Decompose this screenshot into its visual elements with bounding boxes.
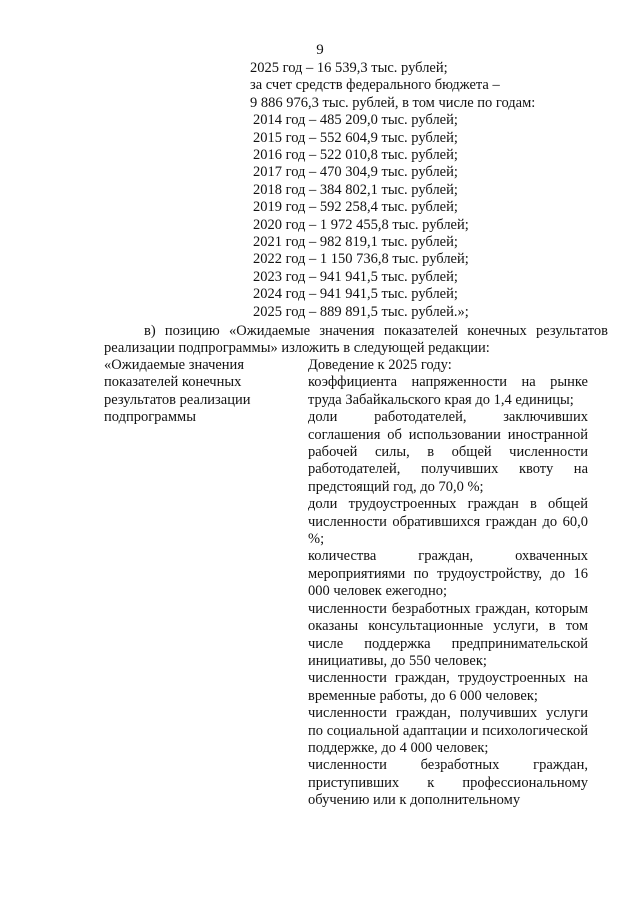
finance-line: 2015 год – 552 604,9 тыс. рублей; [253, 129, 458, 146]
paragraph-line: в) позицию «Ожидаемые значения показателей конечных результатов [144, 323, 608, 339]
finance-line: 2022 год – 1 150 736,8 тыс. рублей; [253, 251, 469, 268]
paragraph-line: реализации подпрограммы» изложить в следующей редакции: [104, 340, 490, 357]
finance-line: 9 886 976,3 тыс. рублей, в том числе по годам: [250, 94, 536, 111]
amendment-paragraph [104, 323, 608, 358]
expected-values-heading: Доведение к 2025 году: [308, 357, 452, 373]
position-label: «Ожидаемые значения показателей конечных результатов реализации подпрограммы [104, 357, 251, 426]
expected-value-item: численности граждан, получивших услуги по социальной адаптации и психологической поддержке, до 4 000 человек; [308, 705, 588, 756]
finance-line: 2024 год – 941 941,5 тыс. рублей; [253, 286, 458, 303]
expected-value-item: численности безработных граждан, которым оказаны консультационные услуги, в том числе поддержка предпринимательской инициативы, до 550 человек; [308, 600, 588, 669]
finance-line: 2023 год – 941 941,5 тыс. рублей; [253, 268, 458, 285]
page-number: 9 [316, 42, 324, 58]
expected-values-column [308, 357, 588, 810]
finance-line: 2020 год – 1 972 455,8 тыс. рублей; [253, 216, 469, 233]
expected-value-item: доли работодателей, заключивших соглашения об использовании иностранной рабочей силы, в общей численности работодателей, получивших квоту на предстоящий год, до 70,0 %; [308, 409, 588, 495]
finance-line: 2019 год – 592 258,4 тыс. рублей; [253, 199, 458, 216]
expected-value-item: доли трудоустроенных граждан в общей численности обратившихся граждан до 60,0 %; [308, 496, 588, 548]
financing-block [250, 60, 590, 321]
expected-value-item: коэффициента напряженности на рынке труда Забайкальского края до 1,4 единицы; [308, 374, 588, 408]
finance-line: 2017 год – 470 304,9 тыс. рублей; [253, 164, 458, 181]
finance-line: 2018 год – 384 802,1 тыс. рублей; [253, 181, 458, 198]
expected-value-item: численности граждан, трудоустроенных на временные работы, до 6 000 человек; [308, 670, 588, 704]
finance-line: 2016 год – 522 010,8 тыс. рублей; [253, 147, 458, 164]
finance-line: 2025 год – 889 891,5 тыс. рублей.»; [253, 303, 469, 320]
expected-value-item: количества граждан, охваченных мероприятиями по трудоустройству, до 16 000 человек ежегодно; [308, 548, 588, 600]
finance-line: 2025 год – 16 539,3 тыс. рублей; [250, 60, 448, 76]
finance-line: 2014 год – 485 209,0 тыс. рублей; [253, 112, 458, 129]
finance-line: 2021 год – 982 819,1 тыс. рублей; [253, 234, 458, 251]
finance-line: за счет средств федерального бюджета – [250, 77, 500, 94]
expected-value-item: численности безработных граждан, приступивших к профессиональному обучению или к дополнительному [308, 757, 588, 809]
